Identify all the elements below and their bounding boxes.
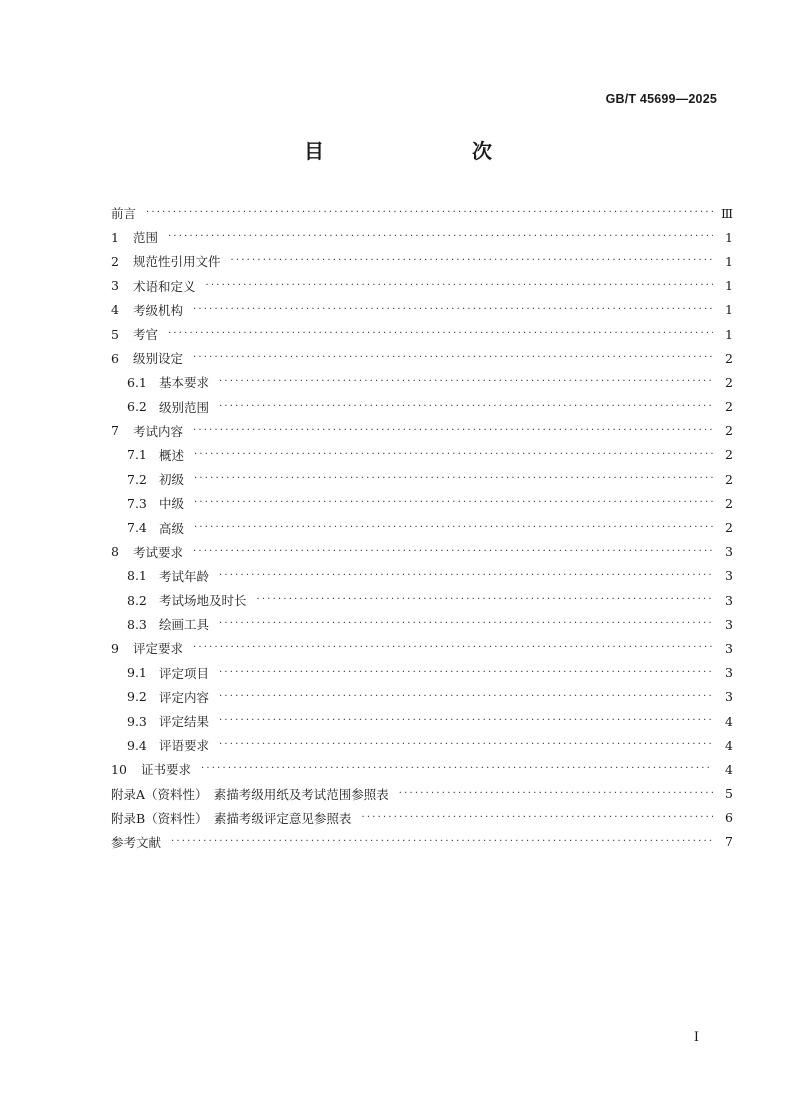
- toc-entry[interactable]: [111, 830, 733, 854]
- page-title: 目 次: [304, 139, 528, 163]
- dot-leader: [219, 570, 713, 582]
- toc-entry-number: 9: [111, 640, 119, 656]
- toc-entry-title: 高级: [159, 520, 185, 536]
- toc-entry-page: 3: [725, 689, 733, 705]
- toc-entry-title: 考试要求: [133, 544, 184, 560]
- toc-entry[interactable]: [111, 274, 733, 298]
- toc-entry[interactable]: [111, 346, 733, 370]
- toc-entry[interactable]: [111, 757, 733, 781]
- dot-leader: [193, 352, 713, 364]
- toc-entry-number: 9.2: [127, 689, 147, 705]
- toc-entry-number: 4: [111, 302, 119, 318]
- toc-entry[interactable]: [111, 249, 733, 273]
- toc-entry-title: 附录A（资料性） 素描考级用纸及考试范围参照表: [111, 786, 389, 802]
- dot-leader: [231, 255, 713, 267]
- dot-leader: [399, 788, 713, 800]
- toc-entry-page: 3: [725, 665, 733, 681]
- toc-entry[interactable]: [111, 201, 733, 225]
- toc-entry-number: 8.3: [127, 616, 147, 632]
- toc-entry-title: 参考文献: [111, 834, 162, 850]
- dot-leader: [193, 642, 713, 654]
- toc-entry-title: 评定结果: [159, 714, 210, 730]
- dot-leader: [193, 304, 713, 316]
- toc-entry-number: 7.2: [127, 471, 147, 487]
- toc-entry-number: 7: [111, 423, 119, 439]
- toc-entry-number: 3: [111, 278, 119, 294]
- toc-entry-page: 2: [725, 520, 733, 536]
- toc-entry-title: 考官: [133, 327, 159, 343]
- dot-leader: [168, 231, 713, 243]
- toc-entry-page: 3: [725, 568, 733, 584]
- toc-entry-page: 5: [725, 786, 733, 802]
- toc-entry[interactable]: [111, 225, 733, 249]
- toc-entry-page: 3: [725, 616, 733, 632]
- dot-leader: [194, 449, 713, 461]
- toc-entry[interactable]: [111, 782, 733, 806]
- toc-entry-title: 规范性引用文件: [133, 254, 221, 270]
- toc-entry[interactable]: [111, 491, 733, 515]
- toc-entry-title: 中级: [159, 496, 185, 512]
- dot-leader: [193, 425, 713, 437]
- toc-entry-page: 7: [725, 834, 733, 850]
- dot-leader: [193, 546, 713, 558]
- toc-entry-page: 3: [725, 592, 733, 608]
- toc-entry-page: 4: [725, 713, 733, 729]
- toc-entry-page: 1: [725, 326, 733, 342]
- toc-entry[interactable]: [111, 636, 733, 660]
- toc-entry-number: 6.1: [127, 374, 147, 390]
- toc-entry[interactable]: [111, 709, 733, 733]
- dot-leader: [146, 207, 713, 219]
- toc-entry-title: 绘画工具: [159, 617, 210, 633]
- toc-entry-title: 附录B（资料性） 素描考级评定意见参照表: [111, 810, 352, 826]
- toc-entry-page: 4: [725, 761, 733, 777]
- toc-entry-page: 2: [725, 447, 733, 463]
- toc-entry-page: 2: [725, 471, 733, 487]
- toc-entry-title: 基本要求: [159, 375, 210, 391]
- dot-leader: [219, 618, 713, 630]
- dot-leader: [194, 473, 713, 485]
- toc-entry[interactable]: [111, 661, 733, 685]
- toc-entry-page: 1: [725, 253, 733, 269]
- toc-entry-title: 考试内容: [133, 423, 184, 439]
- dot-leader: [194, 497, 713, 509]
- toc-entry-number: 10: [111, 761, 127, 777]
- toc-entry-number: 8: [111, 544, 119, 560]
- page-number: Ⅰ: [693, 1030, 699, 1045]
- toc-entry[interactable]: [111, 564, 733, 588]
- dot-leader: [194, 522, 713, 534]
- toc-entry-title: 考级机构: [133, 302, 184, 318]
- toc-entry[interactable]: [111, 395, 733, 419]
- toc-entry[interactable]: [111, 588, 733, 612]
- toc-entry-number: 5: [111, 326, 119, 342]
- toc-entry-page: 6: [725, 810, 733, 826]
- toc-entry-title: 评定要求: [133, 641, 184, 657]
- toc-entry-title: 范围: [133, 230, 159, 246]
- toc-entry-title: 前言: [111, 206, 137, 222]
- toc-entry[interactable]: [111, 806, 733, 830]
- toc-entry-title: 证书要求: [141, 762, 192, 778]
- toc-entry-page: 3: [725, 640, 733, 656]
- toc-entry-title: 评定内容: [159, 689, 210, 705]
- toc-entry-page: 3: [725, 544, 733, 560]
- toc-entry-title: 考试场地及时长: [159, 593, 247, 609]
- toc-entry[interactable]: [111, 515, 733, 539]
- toc-entry[interactable]: [111, 685, 733, 709]
- toc-entry-page: 1: [725, 229, 733, 245]
- dot-leader: [219, 667, 713, 679]
- toc-entry-number: 9.1: [127, 665, 147, 681]
- toc-entry[interactable]: [111, 467, 733, 491]
- dot-leader: [219, 739, 713, 751]
- standard-code: GB/T 45699—2025: [605, 92, 717, 106]
- toc-entry-page: 2: [725, 374, 733, 390]
- toc-entry-title: 考试年龄: [159, 568, 210, 584]
- toc-entry[interactable]: [111, 370, 733, 394]
- toc-entry-page: 2: [725, 399, 733, 415]
- dot-leader: [361, 812, 713, 824]
- toc-entry-page: 1: [725, 302, 733, 318]
- toc-entry-page: Ⅲ: [720, 205, 733, 221]
- toc-entry[interactable]: [111, 419, 733, 443]
- toc-entry-number: 9.3: [127, 713, 147, 729]
- toc-entry-title: 术语和定义: [133, 278, 196, 294]
- toc-entry-title: 级别设定: [133, 351, 184, 367]
- dot-leader: [219, 715, 713, 727]
- toc-entry-page: 2: [725, 350, 733, 366]
- toc-entry-number: 6: [111, 350, 119, 366]
- toc-entry-page: 1: [725, 278, 733, 294]
- dot-leader: [219, 376, 713, 388]
- toc-entry-number: 2: [111, 253, 119, 269]
- toc-entry-page: 2: [725, 495, 733, 511]
- toc-entry[interactable]: [111, 298, 733, 322]
- toc-entry-title: 评定项目: [159, 665, 210, 681]
- dot-leader: [201, 763, 713, 775]
- dot-leader: [171, 836, 713, 848]
- toc-entry-title: 概述: [159, 447, 185, 463]
- dot-leader: [219, 691, 713, 703]
- toc-entry-page: 4: [725, 737, 733, 753]
- toc-entry[interactable]: [111, 612, 733, 636]
- toc-entry-number: 9.4: [127, 737, 147, 753]
- toc-entry-number: 7.1: [127, 447, 147, 463]
- toc-entry[interactable]: [111, 322, 733, 346]
- toc-entry-number: 8.1: [127, 568, 147, 584]
- dot-leader: [206, 280, 713, 292]
- toc-entry-number: 6.2: [127, 399, 147, 415]
- toc-entry-title: 初级: [159, 472, 185, 488]
- dot-leader: [168, 328, 713, 340]
- toc-entry[interactable]: [111, 443, 733, 467]
- table-of-contents: [111, 201, 733, 854]
- toc-entry-title: 级别范围: [159, 399, 210, 415]
- toc-entry[interactable]: [111, 733, 733, 757]
- toc-entry-number: 7.3: [127, 495, 147, 511]
- dot-leader: [257, 594, 713, 606]
- toc-entry-number: 1: [111, 229, 119, 245]
- toc-entry-number: 7.4: [127, 520, 147, 536]
- toc-entry[interactable]: [111, 540, 733, 564]
- dot-leader: [219, 401, 713, 413]
- toc-entry-number: 8.2: [127, 592, 147, 608]
- toc-entry-title: 评语要求: [159, 738, 210, 754]
- toc-entry-page: 2: [725, 423, 733, 439]
